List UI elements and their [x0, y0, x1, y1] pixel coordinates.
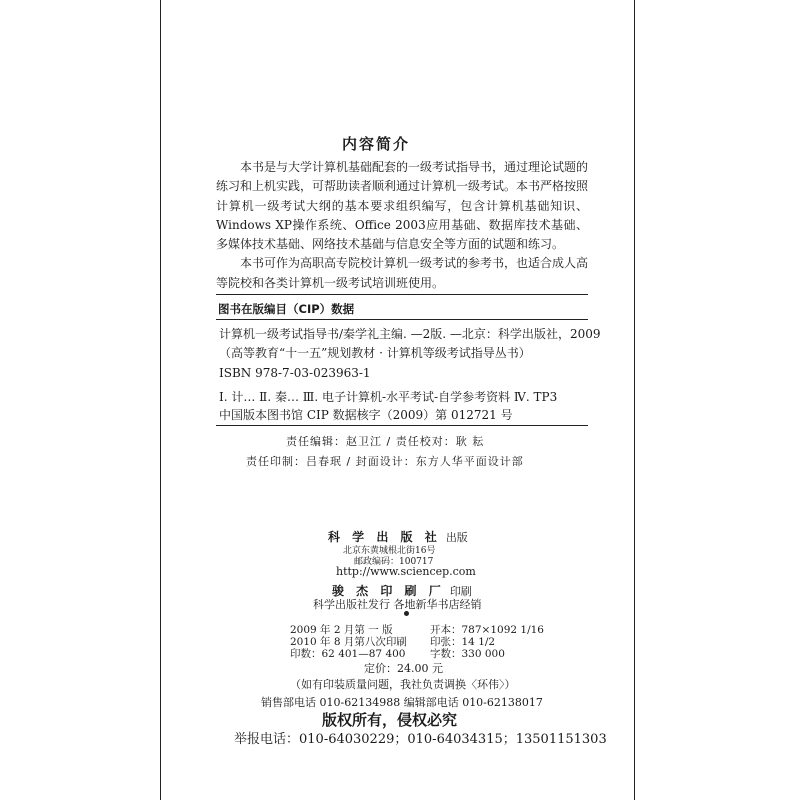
spec-copies: 印数：62 401—87 400	[290, 648, 406, 660]
spec-words: 字数：330 000	[430, 648, 505, 660]
spec-printing: 2010 年 8 月第八次印刷	[290, 636, 407, 648]
cip-classification: Ⅰ. 计… Ⅱ. 秦… Ⅲ. 电子计算机-水平考试-自学参考资料 Ⅳ. TP3	[219, 390, 558, 404]
report-hotline: 举报电话：010-64030229；010-64034315；13501151303	[234, 732, 607, 747]
intro-body	[216, 158, 588, 293]
divider-cip-bottom	[216, 425, 588, 426]
intro-title: 内容简介	[342, 135, 411, 153]
cip-title: 图书在版编目（CIP）数据	[218, 302, 355, 316]
separator-dot	[404, 611, 409, 616]
publisher-postcode: 邮政编码：100717	[354, 557, 434, 567]
cip-line-2: （高等教育“十一五”规划教材 · 计算机等级考试指导丛书）	[219, 346, 531, 360]
cip-verify: 中国版本图书馆 CIP 数据核字（2009）第 012721 号	[219, 408, 513, 422]
cip-isbn: ISBN 978-7-03-023963-1	[219, 366, 371, 380]
copyright-notice: 版权所有，侵权必究	[322, 711, 458, 729]
printer-suffix: 印刷	[449, 585, 472, 598]
divider-top	[216, 294, 588, 295]
cip-line-1: 计算机一级考试指导书/秦学礼主编. —2版. —北京：科学出版社，2009	[219, 327, 601, 341]
distribution: 科学出版社发行 各地新华书店经销	[313, 598, 482, 611]
divider-cip	[216, 319, 588, 320]
publisher-name: 科 学 出 版 社	[328, 530, 441, 544]
publisher-suffix: 出版	[445, 531, 468, 544]
spec-edition: 2009 年 2 月第 一 版	[290, 624, 393, 636]
printer-name: 骏 杰 印 刷 厂	[332, 584, 445, 598]
spec-price: 定价：24.00 元	[364, 662, 443, 675]
phone-numbers: 销售部电话 010-62134988 编辑部电话 010-62138017	[261, 696, 543, 709]
credits-line-2: 责任印制：吕春珉 / 封面设计：东方人华平面设计部	[246, 455, 524, 468]
publisher-address: 北京东黄城根北街16号	[343, 546, 436, 556]
spec-format: 开本：787×1092 1/16	[430, 624, 544, 636]
quality-notice: （如有印装质量问题，我社负责调换〈环伟〉）	[290, 678, 516, 691]
intro-paragraph-1: 本书是与大学计算机基础配套的一级考试指导书，通过理论试题的练习和上机实践，可帮助读者顺利通过计算机一级考试。本书严格按照计算机一级考试大纲的基本要求组织编写，包含计算机基础知识、Windows XP操作系统、Office 2003应用基础、数据库技术基础、多媒体技术基础、网络技术基础与信息安全等方面的试题和练习。	[216, 160, 589, 252]
spec-sheets: 印张：14 1/2	[430, 636, 496, 648]
intro-paragraph-2: 本书可作为高职高专院校计算机一级考试的参考书，也适合成人高等院校和各类计算机一级考试培训班使用。	[216, 256, 589, 290]
credits-line-1: 责任编辑：赵卫江 / 责任校对：耿 耘	[286, 435, 485, 448]
publisher-url: http://www.sciencep.com	[336, 565, 476, 578]
